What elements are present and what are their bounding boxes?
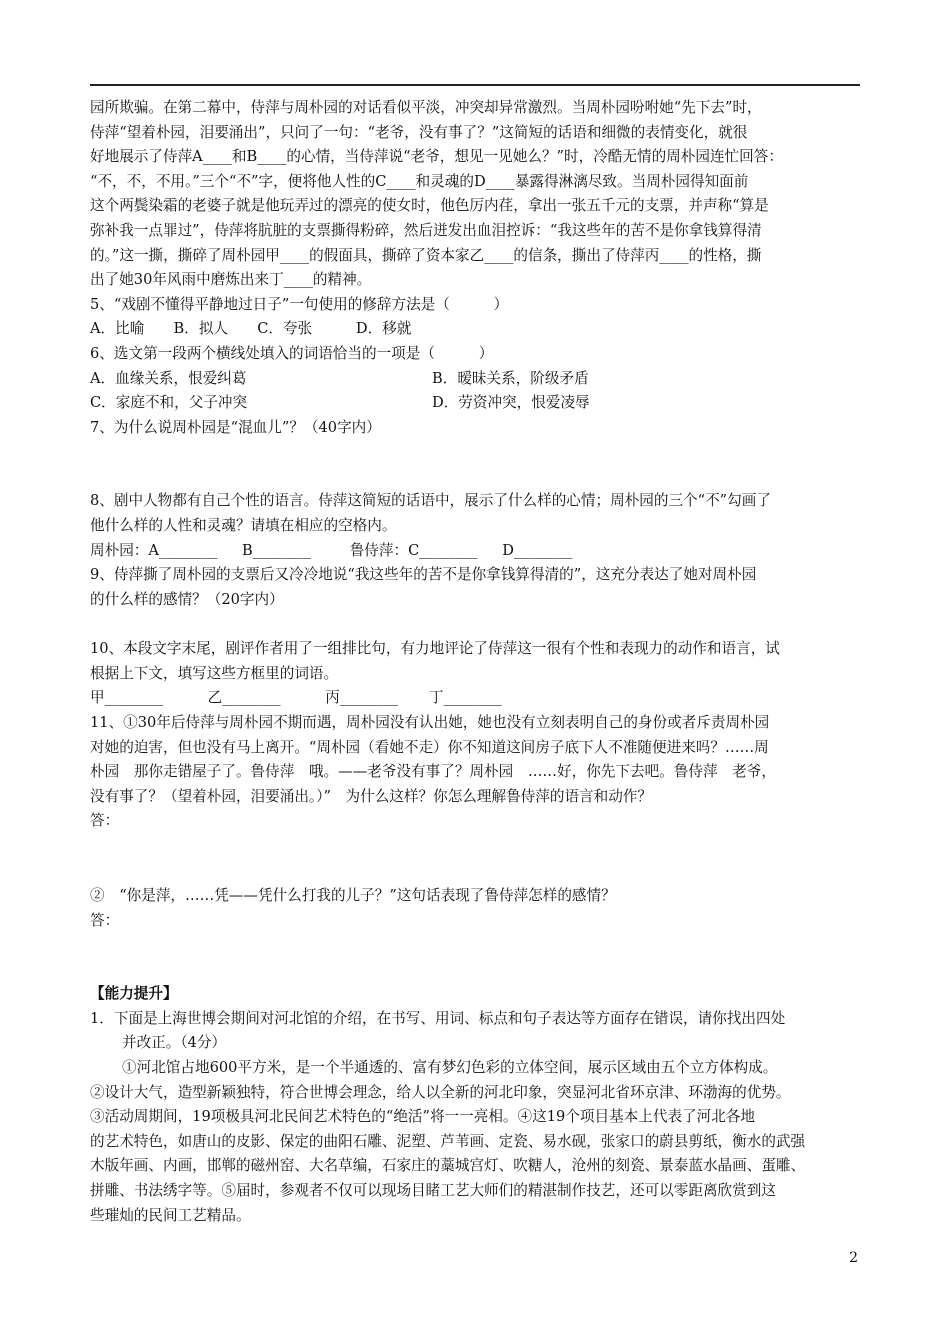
blank-c: 鲁侍萍：C________: [349, 541, 478, 559]
answer-space: [90, 612, 860, 637]
question-8-blanks: [90, 539, 860, 564]
option-d: D．劳资冲突，恨爱凌辱: [432, 394, 590, 412]
passage-line: 好地展示了侍萍A____和B____的心情，当侍萍说“老爷，想见一见她么？”时，冷酷无情的周朴园连忙回答：: [90, 148, 783, 166]
section-passage-line: ①河北馆占地600平方米，是一个半通透的、富有梦幻色彩的立体空间，展示区域由五个立方体构成。: [122, 1059, 778, 1076]
section-question-1: 1．下面是上海世博会期间对河北馆的介绍，在书写、用词、标点和句子表达等方面存在错误，请你找出四处: [90, 1009, 786, 1027]
answer-space: [90, 933, 860, 982]
passage-line: 园所欺骗。在第二幕中，侍萍与周朴园的对话看似平淡，冲突却异常激烈。当周朴园吩咐她“先下去”时，: [90, 99, 762, 116]
question-6-options-row: [90, 367, 860, 392]
question-11-part-2: ② “你是萍，……凭——凭什么打我的儿子？”这句话表现了鲁侍萍怎样的感情？: [90, 887, 616, 905]
page-number: 2: [849, 1250, 858, 1266]
blank-yi: 乙________: [207, 689, 281, 707]
passage-line: 这个两鬓染霜的老婆子就是他玩弄过的漂亮的使女时，他色厉内荏，拿出一张五千元的支票，并声称“算是: [90, 197, 769, 215]
question-5: 5、“戏剧不懂得平静地过日子”一句使用的修辞方法是（ ）: [90, 295, 509, 313]
question-10-blanks: [90, 686, 860, 711]
section-passage-line: ②设计大气，造型新颖独特，符合世博会理念，给人以全新的河北印象，突显河北省环京津、环渤海的优势。: [90, 1083, 791, 1101]
question-8: 8、剧中人物都有自己个性的语言。侍萍这简短的话语中，展示了什么样的心情；周朴园的三个“不”勾画了: [90, 492, 771, 510]
section-passage-line: 拼雕、书法绣字等。⑤届时，参观者不仅可以现场目睹工艺大师们的精湛制作技艺，还可以零距离欣赏到这: [90, 1181, 776, 1199]
blank-bing: 丙________: [325, 689, 399, 707]
question-6: 6、选文第一段两个横线处填入的词语恰当的一项是（ ）: [90, 344, 494, 362]
section-passage-line: 木版年画、内画，邯郸的磁州窑、大名草编，石家庄的藁城宫灯、吹糖人，沧州的刻瓷、景泰蓝水晶画、蛋雕、: [90, 1157, 806, 1175]
question-11: 对她的迫害，但也没有马上离开。“周朴园（看她不走）你不知道这间房子底下人不准随便进来吗？……周: [90, 738, 769, 756]
header-rule: [90, 84, 860, 86]
blank-d: D________: [502, 541, 573, 559]
passage-line: “不，不，不用。”三个“不”字，便将他人性的C____和灵魂的D____暴露得淋漓尽致。当周朴园得知面前: [90, 172, 749, 190]
passage-line: 出了她30年风雨中磨炼出来丁____的精神。: [90, 271, 372, 289]
question-10: 10、本段文字末尾，剧评作者用了一组排比句，有力地评论了侍萍这一很有个性和表现力的动作和语言，试: [90, 640, 780, 658]
blank-b: B________: [241, 541, 312, 559]
blank-ding: 丁________: [428, 689, 502, 707]
answer-space: [90, 440, 860, 489]
question-10: 根据上下文，填写这些方框里的词语。: [90, 664, 339, 682]
blank-jia: 甲________: [90, 689, 163, 707]
question-8: 他什么样的人性和灵魂？请填在相应的空格内。: [90, 516, 397, 534]
option-a: A．血缘关系，恨爱纠葛: [90, 369, 247, 387]
question-9: 9、侍萍撕了周朴园的支票后又冷冷地说“我这些年的苦不是你拿钱算得清的”，这充分表达了她对周朴园: [90, 566, 757, 584]
question-6-options-row: [90, 391, 860, 416]
content: [90, 96, 860, 1228]
answer-space: [90, 834, 860, 884]
section-passage-line: ③活动周期间，19项极具河北民间艺术特色的“绝活”将一一亮相。④这19个项目基本上代表了河北各地: [90, 1108, 756, 1126]
option-b: B．暧昧关系，阶级矛盾: [432, 369, 589, 387]
passage-line: 弥补我一点罪过”，侍萍将肮脏的支票撕得粉碎，然后迸发出血泪控诉：“我这些年的苦不是你拿钱算得清: [90, 221, 762, 239]
section-title: 【能力提升】: [90, 985, 178, 1003]
section-question-1: 并改正。（4分）: [122, 1034, 227, 1052]
question-11: 11、①30年后侍萍与周朴园不期而遇，周朴园没有认出她，她也没有立刻表明自己的身份或者斥责周朴园: [90, 714, 770, 732]
question-7: 7、为什么说周朴园是“混血儿”？（40字内）: [90, 418, 381, 436]
answer-label: 答：: [90, 911, 120, 929]
question-5-options: A．比喻 B．拟人 C．夸张 D．移就: [90, 320, 412, 338]
question-9: 的什么样的感情？（20字内）: [90, 590, 284, 608]
option-c: C．家庭不和，父子冲突: [90, 394, 248, 412]
passage-line: 的。”这一撕，撕碎了周朴园甲____的假面具，撕碎了资本家乙____的信条，撕出了侍萍丙____的性格，撕: [90, 246, 762, 264]
answer-label: 答：: [90, 812, 120, 830]
passage-line: 侍萍“望着朴园，泪要涌出”，只问了一句：“老爷，没有事了？”这简短的话语和细微的表情变化，就很: [90, 123, 748, 141]
section-passage-line: 些璀灿的民间工艺精品。: [90, 1206, 251, 1224]
section-passage-line: 的艺术特色，如唐山的皮影、保定的曲阳石雕、泥塑、芦苇画、定瓷、易水砚，张家口的蔚县剪纸，衡水的武强: [90, 1132, 806, 1150]
blank-a: 周朴园：A________: [90, 541, 218, 559]
question-11: 没有事了？（望着朴园，泪要涌出。）” 为什么这样？你怎么理解鲁侍萍的语言和动作？: [90, 787, 653, 805]
question-11: 朴园 那你走错屋子了。鲁侍萍 哦。——老爷没有事了？周朴园 ……好，你先下去吧。鲁侍萍 老爷，: [90, 763, 776, 781]
